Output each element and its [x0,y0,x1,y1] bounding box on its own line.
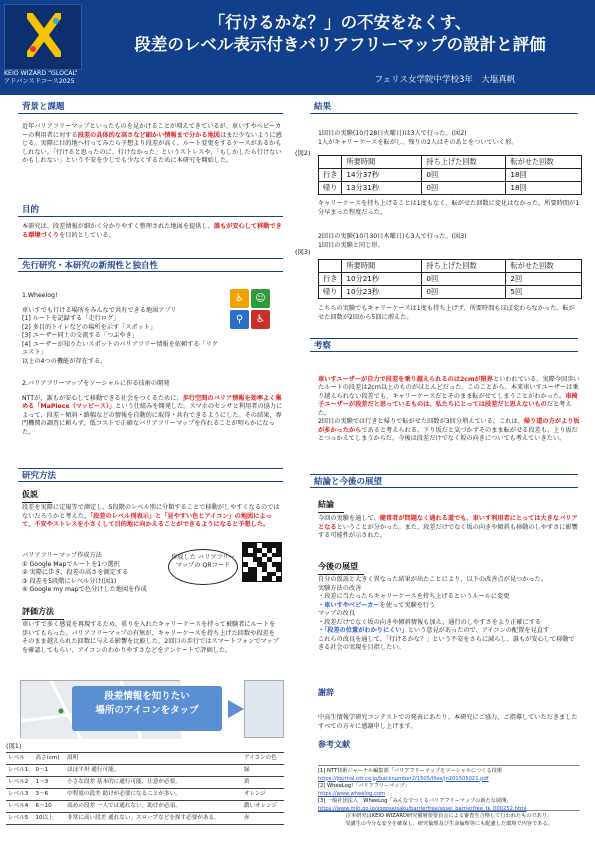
author: フェリス女学院中学校3年 大塩真帆 [374,75,516,85]
table-cell: 0回 [422,273,506,286]
background-text-b: はまだ少ないように感じる。実際に目的地へ行ってみたら予想より段差が高く、ルート変更をするケースがあるかもしれない。「行けると思ったのに、行けなかった」というストレスや、「もしかしたら行けないかもしれない」という不安を少しでも少なくするために本研究を開始した。 [22,131,282,165]
table-cell: 13分31秒 [342,182,422,195]
table-cell: 行き [319,273,342,286]
table-row [6,789,284,801]
figure2-label: (図2) [295,149,311,157]
table-cell: 2回 [506,273,582,286]
arrow-icon [228,700,244,718]
result3-text: 2回目の実験(10月30日木曜日)も3人で行った。(図3) 1回目の実験と同じ形。 [318,233,467,249]
background-text [22,123,282,166]
conclusion-text-b: ということが分かった。また、段差だけでなく坂の向きや傾斜も移動のしやすさに影響する可能性が示された。 [318,523,578,540]
table-row [319,260,582,273]
title-line2: 段差のレベル表示付きバリアフリーマップの設計と評価 [134,35,546,55]
step-item: ④ Google my mapで色分けした地図を作成 [22,586,147,594]
level-cell: 高めの段差 一人では通れない。助けが必須。 [65,801,242,813]
wheelchair-icon: ♿ [230,289,249,308]
qr-code[interactable] [242,542,282,582]
steps-heading: バリアフリーマップ作成方法 [22,552,102,559]
ethics-footer: 泣本研究はKEIO WIZARD研究備層要要員会による審査を合格して行われたものであり、 受講生の今分な安全を確保し、研究倫理及び生命倫理等にも配慮した環境で内容である。 [318,810,580,828]
table-row [6,813,284,825]
section-prior-research: 先行研究・本研究の新規性と独自性 [18,258,283,272]
future-text-3: という意見があったので、アイコンの配置を見直す これらの改良を通して、「行けるかな？」という不安をさらに減らし、誰もが安心して移動できる社会の実現を目指したい。 [318,627,575,652]
purpose-text-highlight: 誰もが安心して移動できる環境づくり [22,223,282,239]
future-item: ・段差に当たったらキャリーケースを持ち上げるというルールに変更 [318,593,510,601]
discussion-text-1: といわれている。実際今回歩いたルートの段差は2cm以上のものがほとんどだった。このことから、本来車いすユーザーは乗り越えられない段差でも、キャリーケースだとそのまま転がせてしまうことがわかった。 [318,375,580,400]
wheelog-item: [1] ルートを記録する「走行ログ」 [22,315,120,323]
table-cell: 0回 [422,169,506,182]
level-cell: 緑 [242,765,284,777]
table-cell: 所要時間 [342,156,422,169]
level-cell: 小さな段差 基本的に通行可能、注意が必要。 [65,777,242,789]
table-cell: 持ち上げた回数 [422,260,506,273]
callout-line1: 段差情報を知りたい [104,691,190,702]
evaluation-text: 車いすで多く感覚を再現するため、重りを入れたキャリーケースを持って被験者にルートを歩いてもらった。バリアフリーマップの有無が、キャリーケースを持ち上げた回数や段差をそのまま越えられた回数に与える影響を比較した。2回目の歩行ではスマートフォンでマップを確認してもらい、アイコンのわかりやすさなどをアンケートで評価した。 [22,621,279,654]
level-cell: 黄 [242,777,284,789]
level-cell: 3〜6 [33,789,65,801]
future-text-1: 自分の仮説と大きく異なった結果が出たことにより、以下の改善点が見つかった。 [318,576,547,583]
wheelog-intro: 車いすでも行ける場所をみんなで共有できる地図アプリ [22,306,177,314]
hypothesis-text-a: 段差を実際に定規等で測定し、5段階のレベル別に分類することで移動がしやすくなるのではないだろうかと考えた。 [22,504,280,520]
table-row [319,169,582,182]
wheelchair-icon: ♿ [251,310,270,329]
poster-title [90,12,590,57]
future-item-tail: を使って実験を行う [379,601,436,609]
table-row [6,801,284,813]
future-item: 実験方法の改善 [318,584,362,592]
table-cell: 10分23秒 [342,286,422,299]
table-row [6,777,284,789]
qr-module [276,576,281,581]
table-cell: 行き [319,169,342,182]
level-cell: レベル3 [6,789,33,801]
table-cell: 14分37秒 [342,169,422,182]
level-table [6,752,284,825]
wheelog-app-icon [230,289,270,329]
wheelog-heading: 1.Wheelog! [22,292,58,299]
table-cell: 0回 [422,286,506,299]
wizard-x-icon [27,13,61,57]
discussion-text-3: であると考えられる。下り坂だと気づかずそのまま転がせる段差も、上り坂だとつっかえてしまうからだ。今後は段差だけでなく坂の向きについても考えていきたい。 [318,426,578,443]
table-row [319,286,582,299]
figure1-label: (図1) [6,742,22,750]
level-col-desc: 説明 [65,753,242,765]
future-heading: 今後の展望 [318,562,364,575]
logo-caption-line1: KEIO WIZARD “GLOCAL” [4,70,78,77]
hypothesis-text-highlight: 「段差のレベル別表示」と「見やすい色とアイコン」の地図によって、不安やストレスを小さくして目的地に向かえることができるようになると予想した。 [22,512,272,529]
tap-icon-callout [72,686,222,731]
level-table-header [6,753,284,765]
level-cell: レベル4 [6,801,33,813]
callout-line2: 場所のアイコンをタップ [95,704,199,716]
thanks-heading: 謝辞 [318,688,334,697]
map-creation-steps [22,552,172,595]
table-row [6,765,284,777]
reference-link[interactable]: https://journal.ntt.co.jp/backnumber2/1505/files/jn201505021.pdf [318,775,489,782]
social-text-a: NTTが、誰もが安心して移動できる社会をつくるために、 [22,394,183,402]
hypothesis-heading: 仮説 [22,490,52,503]
wheelog-block [22,292,222,366]
level-cell: 濃いオレンジ [242,801,284,813]
future-text [318,576,580,653]
discussion-text [318,367,580,444]
table-cell: 5回 [506,286,582,299]
level-cell: 10以上 [33,813,65,825]
result-table-2 [318,259,582,299]
level-cell: 1〜3 [33,777,65,789]
references-heading: 参考文献 [318,740,350,749]
social-text-b: という仕組みを開発した。スマホのセンサと利用者の協力によって、段差・傾斜・路幅などの情報を自動的に取得・共有できるようにした。その結果、専門機関の調査に頼らず、低コストで正確なバリアフリーマップを作れることが明らかになった。 [22,403,283,436]
keio-wizard-logo [4,4,82,70]
level-col-color: アイコンの色 [242,753,284,765]
result-table-1 [318,155,582,195]
evaluation-heading: 評価方法 [22,607,64,620]
level-cell: 中程度の段差 助けが必要になることが多い。 [65,789,242,801]
table-cell: 転がせた回数 [506,156,582,169]
table-cell: 帰り [319,182,342,195]
level-cell: オレンジ [242,789,284,801]
table-row [319,273,582,286]
table-cell: 帰り [319,286,342,299]
section-purpose: 目的 [18,203,283,217]
step-item: ② 実際に歩き、段差の高さを測定する [22,569,129,577]
conclusion-highlight: 健常者が問題なく通れる道でも、車いす利用者にとっては大きなバリアとなる [318,515,578,531]
level-cell: レベル1 [6,765,33,777]
section-method: 研究方法 [18,468,283,482]
level-cell: 6〜10 [33,801,65,813]
wheelog-item: [4] ユーザーが知りたいスポットのバリアフリー情報を依頼する「リクエスト」 [22,340,218,357]
table-cell: 所要時間 [342,260,422,273]
purpose-text [22,223,282,240]
level-cell: 赤 [242,813,284,825]
level-col-height: 高さ(cm) [33,753,65,765]
level-cell: 非常に高い段差 通れない。スロープなどを探す必要がある。 [65,813,242,825]
figure3-label: (図3) [295,248,311,256]
qr-callout-bubble: 作成した バリアフリーマップの QRコード [168,549,238,585]
background-text-highlight: 段差の具体的な高さなど細かい情報まで分かる地図 [77,131,220,139]
map-pin-icon: ⚲ [230,310,249,329]
section-conclusion: 結論と今後の展望 [310,474,578,488]
table-row [319,156,582,169]
wheelog-item: [3] ユーザー同士の交流する「つぶやき」 [22,332,138,340]
table-row [319,182,582,195]
social-map-heading: 2.バリアフリーマップをソーシャルに作る技術の開発 [22,380,170,387]
logo-caption [4,70,78,86]
purpose-text-a: 本研究は、段差情報が細かく分かりやすく整理された地図を提供し、 [22,223,214,230]
map-screenshot-right [244,680,284,738]
result1-text: 1回目の実験(10月28日火曜日)は3人で行った。(図2) 1人がキャリーケースを転がし、残りの2人はそのあとをついていく形。 [318,130,518,146]
person-icon: ☺ [251,289,270,308]
discussion-text-2: だと考えた。 2回目の実験では行きと帰りで転がせた回数が3回分増えている。これは、 [318,401,572,426]
table-cell: 18回 [506,182,582,195]
level-cell: レベル5 [6,813,33,825]
step-item: ③ 段差を5段階にレベル分け(図1) [22,577,117,585]
table-cell: 持ち上げた回数 [422,156,506,169]
reference-link[interactable]: https://www.wheelog.com [318,790,386,797]
discussion-highlight-3: 帰り道の方がより坂が多かったから [318,418,580,434]
discussion-highlight-2: 車椅子ユーザーが段差だと思っているものは、私たちにとっては段差だと思えないもの [318,392,578,409]
reference-item: [3] 一般社団法人 WheeLog「みんなでつくるバリアフリーマップの新たな展開」 [318,798,512,805]
wheelog-tail: 以上の4つの機能が存在する。 [22,357,107,365]
table-cell: 0回 [422,182,506,195]
social-text-highlight: 歩行空間のバリア情報を効率よく集める「MaPiece（マッピース）」 [22,394,282,411]
section-results: 結果 [310,100,578,114]
reference-item: [2] WheeLog!「バリアフリーマップ」 [318,783,410,790]
hypothesis-text [22,504,280,530]
social-map-block [22,380,284,437]
poster-header [0,0,595,95]
table-cell [319,260,342,273]
section-background: 背景と課題 [18,100,283,114]
references-list [318,765,580,813]
reference-link[interactable]: https://www.mlit.go.jp/sogoseisaku/barrierfree/sosei_barrierfree_tk_000252.html [318,805,527,812]
conclusion-text [318,515,580,541]
step-item: ① Google Mapでルートを1つ選択 [22,560,120,568]
level-cell: レベル2 [6,777,33,789]
future-text-2: マップの改良 ・段差だけでなく坂の向きや傾斜情報も加え、通行のしやすさをより正確にする [318,610,542,626]
title-line1: 「行けるかな？」の不安をなくす、 [208,13,472,32]
conclusion-heading: 結論 [318,500,344,513]
table-cell: 18回 [506,169,582,182]
level-cell: 0〜1 [33,765,65,777]
table-cell: 10分21秒 [342,273,422,286]
table-cell [319,156,342,169]
future-highlight-1: ・車いすやベビーカー [318,601,380,609]
reference-item: [1] NTT技術ジャーナル編集部「バリアフリーマップをソーシャルにつくる技術 [318,768,503,774]
section-discussion: 考察 [310,338,578,352]
level-col-level: レベル [6,753,33,765]
discussion-highlight-1: 車いすユーザーが自力で段差を乗り越えられるのは2cmが限界 [318,375,493,383]
table-cell: 転がせた回数 [506,260,582,273]
result2-text: キャリーケースを持ち上げることは1度もなく、転がせた回数に変化はなかった。所要時間が1分早まった程度だった。 [318,200,580,216]
purpose-text-b: を目的としている。 [59,231,115,239]
logo-caption-line2: アドバンスドコース2025 [4,78,75,86]
thanks-text: 中高生情報学研究コンテストでの発表にあたり、本研究にご協力、ご指導していただきましたすべての方々に感謝申し上げます。 [318,714,578,730]
background-text-a: 近年バリアフリーマップといったものを見かけることが増えてきているが、車いすやベビーカーの利用者に対する [22,123,282,139]
level-cell: ほぼ平坦 通行可能。 [65,765,242,777]
wheelog-item: [2] 多目的トイレなどの場所を示す「スポット」 [22,323,157,331]
result4-text: こちらの実験でもキャリーケースは1度も持ち上げず、所要時間もほぼ変わらなかった。転がせた回数が2回から5回に増えた。 [318,305,575,321]
future-highlight-2: ・「段差の位置がわかりにくい」 [318,627,408,635]
conclusion-text-a: 今回の実験を通して、 [318,515,380,522]
